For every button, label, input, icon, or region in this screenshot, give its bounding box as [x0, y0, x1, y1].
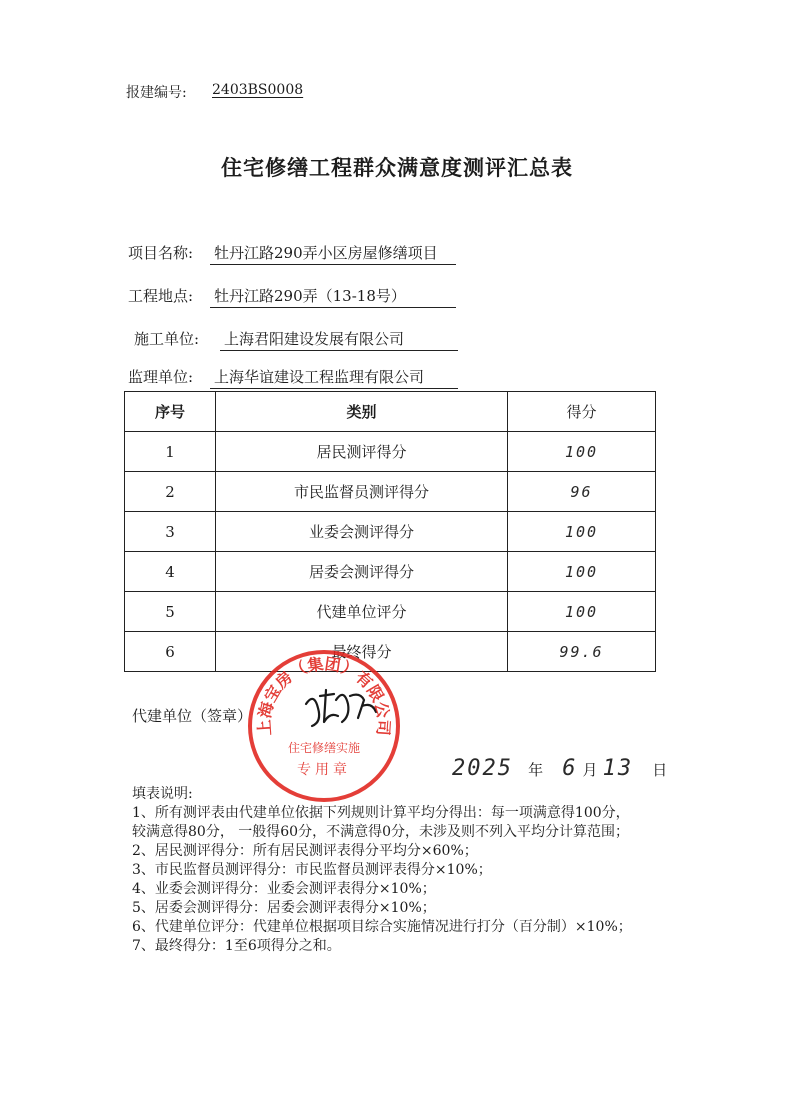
project-name-value: 牡丹江路290弄小区房屋修缮项目	[210, 242, 456, 265]
notes-item: 1、所有测评表由代建单位依据下列规则计算平均分得出：每一项满意得100分，	[132, 805, 630, 821]
page-title: 住宅修缮工程群众满意度测评汇总表	[221, 156, 573, 180]
row-score: 100	[508, 432, 656, 472]
report-no-label: 报建编号:	[126, 85, 187, 101]
report-no-value: 2403BS0008	[212, 82, 304, 98]
header-category: 类别	[216, 392, 508, 432]
row-category: 市民监督员测评得分	[216, 472, 508, 512]
notes-item: 较满意得80分， 一般得60分，不满意得0分，未涉及则不列入平均分计算范围；	[132, 824, 629, 840]
notes-item: 2、居民测评得分：所有居民测评表得分平均分×60%；	[132, 843, 478, 859]
location-value: 牡丹江路290弄（13-18号）	[210, 285, 456, 308]
contractor-label: 施工单位:	[134, 330, 200, 348]
row-category: 业委会测评得分	[216, 512, 508, 552]
row-category: 最终得分	[216, 632, 508, 672]
row-score: 99.6	[508, 632, 656, 672]
notes-item: 3、市民监督员测评得分：市民监督员测评表得分×10%；	[132, 862, 492, 878]
row-category: 居委会测评得分	[216, 552, 508, 592]
row-score: 96	[508, 472, 656, 512]
table-row	[125, 552, 656, 592]
contractor-value: 上海君阳建设发展有限公司	[220, 328, 458, 351]
date-year-unit: 年	[528, 761, 544, 779]
table-row	[125, 592, 656, 632]
date-year: 2025	[452, 756, 513, 781]
project-name-label: 项目名称:	[128, 244, 194, 262]
location-label: 工程地点:	[128, 287, 194, 305]
date-month-unit: 月	[582, 761, 598, 779]
row-no: 5	[125, 592, 216, 632]
date-month: 6	[562, 756, 578, 781]
supervisor-value: 上海华谊建设工程监理有限公司	[210, 366, 458, 389]
signature-date	[452, 756, 667, 781]
table-header-row	[125, 392, 656, 432]
seal-bottom-text: 专用章	[297, 762, 351, 778]
header-score: 得分	[508, 392, 656, 432]
notes-heading: 填表说明:	[132, 786, 193, 802]
row-score: 100	[508, 592, 656, 632]
notes-item: 5、居委会测评得分：居委会测评表得分×10%；	[132, 900, 436, 916]
row-category: 居民测评得分	[216, 432, 508, 472]
official-seal	[246, 648, 402, 804]
supervisor-label: 监理单位:	[128, 368, 194, 386]
notes-item: 4、业委会测评得分：业委会测评表得分×10%；	[132, 881, 436, 897]
signature-label: 代建单位（签章）	[132, 707, 253, 725]
row-no: 1	[125, 432, 216, 472]
notes-section	[132, 785, 672, 956]
notes-item: 7、最终得分：1至6项得分之和。	[132, 938, 341, 954]
row-no: 2	[125, 472, 216, 512]
table-row	[125, 472, 656, 512]
date-day: 13	[602, 756, 634, 781]
row-no: 4	[125, 552, 216, 592]
row-category: 代建单位评分	[216, 592, 508, 632]
notes-item: 6、代建单位评分：代建单位根据项目综合实施情况进行打分（百分制）×10%；	[132, 919, 632, 935]
row-score: 100	[508, 512, 656, 552]
row-score: 100	[508, 552, 656, 592]
seal-inner-text: 住宅修缮实施	[287, 741, 361, 755]
table-row	[125, 512, 656, 552]
header-no: 序号	[125, 392, 216, 432]
score-table	[124, 391, 656, 672]
date-day-unit: 日	[652, 761, 668, 779]
table-row	[125, 432, 656, 472]
seal-outer-text: 上海宝房（集团）有限公司	[254, 654, 394, 737]
row-no: 6	[125, 632, 216, 672]
row-no: 3	[125, 512, 216, 552]
svg-text:上海宝房（集团）有限公司	[255, 654, 394, 736]
